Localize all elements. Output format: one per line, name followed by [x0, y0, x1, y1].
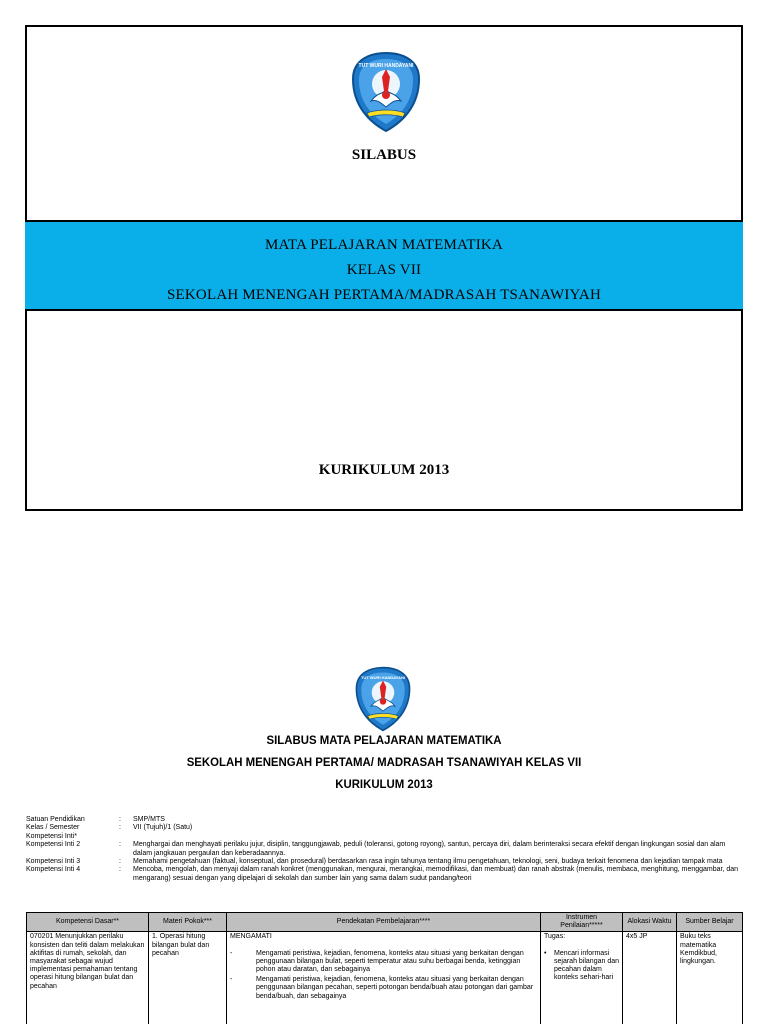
meta-row	[26, 866, 746, 883]
instrumen-item	[544, 950, 619, 983]
meta-label: Satuan Pendidikan	[26, 816, 85, 823]
meta-label: Kompetensi Inti 3	[26, 858, 81, 866]
pendekatan-dash: -	[230, 976, 233, 984]
syllabus-table	[26, 912, 743, 1024]
cell-instrumen	[541, 932, 623, 1024]
meta-value	[133, 833, 746, 841]
tut-wuri-handayani-logo-small	[348, 666, 418, 732]
meta-row	[26, 833, 746, 841]
cover-subject-band	[25, 220, 743, 311]
syllabus-title: SILABUS MATA PELAJARAN MATEMATIKA	[266, 733, 502, 747]
pendekatan-item	[230, 950, 537, 975]
meta-separator: :	[119, 866, 121, 874]
cover-school-line: SEKOLAH MENENGAH PERTAMA/MADRASAH TSANAWIYAH	[167, 287, 601, 303]
meta-value: Mencoba, mengolah, dan menyaji dalam ranah konkret (menggunakan, mengurai, merangkai, memodifikasi, dan membuat) dan ranah abstrak (menulis, membaca, menghitung, menggambar, dan mengarang) sesuai dengan yang dipelajari di sekolah dan sumber lain yang sama dalam sudut pandang/teori	[133, 866, 739, 882]
meta-separator: :	[119, 824, 121, 832]
pendekatan-item	[230, 976, 537, 1001]
meta-separator: :	[119, 816, 121, 823]
meta-value: VII (Tujuh)/1 (Satu)	[133, 824, 193, 832]
instrumen-heading: Tugas:	[544, 933, 566, 941]
cell-materi-pokok: 1. Operasi hitung bilangan bulat dan pecahan	[149, 932, 227, 1024]
instrumen-text: Mencari informasi sejarah bilangan dan pecahan dalam konteks sehari-hari	[554, 949, 619, 982]
meta-value: Menghargai dan menghayati perilaku jujur, disiplin, tanggungjawab, peduli (toleransi, gotong royong), santun, percaya diri, dalam berinteraksi secara efektif dengan lingkungan sosial dan alam dalam jangkauan pergaulan dan keberadaannya.	[133, 841, 726, 857]
meta-row	[26, 841, 746, 858]
header-kompetensi-dasar: Kompetensi Dasar**	[27, 913, 149, 932]
header-pendekatan-pembelajaran: Pendekatan Pembelajaran****	[227, 913, 541, 932]
pendekatan-text: Mengamati peristiwa, kejadian, fenomena, konteks atau situasi yang berkaitan dengan penggunaan bilangan pecahan, seperti potongan benda/buah atau potongan dari gambar benda/buah, dan sebagainya	[256, 976, 534, 1000]
meta-value: Memahami pengetahuan (faktual, konseptual, dan prosedural) berdasarkan rasa ingin tahunya tentang ilmu pengetahuan, teknologi, seni, budaya terkait fenomena dan kejadian tampak mata	[133, 858, 723, 866]
cover-kurikulum: KURIKULUM 2013	[318, 462, 450, 478]
cell-kompetensi-dasar: 070201 Menunjukkan perilaku konsisten dan teliti dalam melakukan aktifitas di rumah, sekolah, dan masyarakat sebagai wujud implementasi pemahaman tentang operasi hitung bilangan bulat dan pecahan	[27, 932, 149, 1024]
syllabus-school-title: SEKOLAH MENENGAH PERTAMA/ MADRASAH TSANAWIYAH KELAS VII	[186, 755, 582, 769]
cover-page	[25, 25, 743, 511]
tut-wuri-handayani-logo	[349, 51, 423, 133]
header-instrumen-penilaian: Instrumen Penilaian*****	[541, 913, 623, 932]
logo-motto-text-small: TUT WURI HANDAYANI	[360, 674, 406, 680]
syllabus-metadata	[26, 816, 746, 883]
header-alokasi-waktu: Alokasi Waktu	[623, 913, 677, 932]
cell-pendekatan	[227, 932, 541, 1024]
pendekatan-text: Mengamati peristiwa, kejadian, fenomena, konteks atau situasi yang berkaitan dengan penggunaan bilangan bulat, seperti temperatur atau suhu berbagai benda, ketinggian pohon atau daratan, dan sebagainya	[256, 949, 524, 974]
meta-value: SMP/MTS	[133, 816, 165, 823]
table-row	[27, 932, 743, 1024]
header-sumber-belajar: Sumber Belajar	[677, 913, 743, 932]
meta-separator: :	[119, 841, 121, 849]
pendekatan-dash: -	[230, 949, 233, 957]
cell-alokasi-waktu: 4x5 JP	[623, 932, 677, 1024]
cover-class-line: KELAS VII	[346, 262, 422, 278]
cover-title: SILABUS	[351, 147, 417, 163]
meta-row	[26, 816, 746, 824]
syllabus-kurikulum: KURIKULUM 2013	[335, 777, 433, 791]
header-materi-pokok: Materi Pokok***	[149, 913, 227, 932]
meta-row	[26, 858, 746, 866]
meta-label: Kompetensi Inti 2	[26, 841, 81, 849]
table-header-row	[27, 913, 743, 932]
meta-label: Kompetensi Inti*	[26, 832, 77, 840]
meta-separator: :	[119, 858, 121, 866]
meta-row	[26, 824, 746, 832]
logo-motto-text: TUT WURI HANDAYANI	[358, 63, 414, 69]
meta-separator	[119, 833, 133, 841]
cell-sumber-belajar: Buku teks matematika Kemdikbud, lingkungan.	[677, 932, 743, 1024]
cover-subject-line: MATA PELAJARAN MATEMATIKA	[265, 237, 503, 253]
instrumen-bullet: •	[544, 949, 547, 957]
meta-label: Kompetensi Inti 4	[26, 866, 81, 874]
pendekatan-heading: MENGAMATI	[230, 933, 272, 941]
meta-label: Kelas / Semester	[26, 824, 80, 832]
